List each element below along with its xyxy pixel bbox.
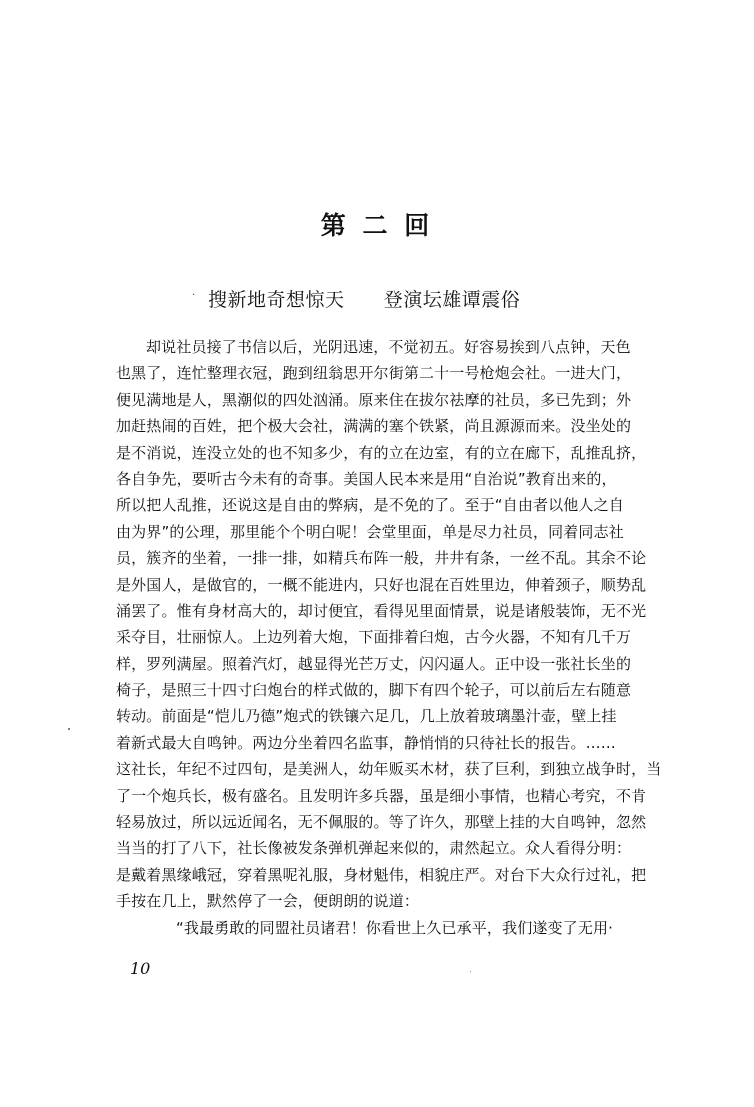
text-line: 当当的打了八下，社长像被发条弹机弹起来似的，肃然起立。众人看得分明：: [116, 839, 632, 858]
text-line: 轻易放过，所以远近闻名，无不佩服的。等了许久，那壁上挂的大自鸣钟，忽然: [116, 813, 647, 832]
subtitle-mark: ·: [192, 290, 196, 301]
scan-speck: [68, 728, 70, 730]
text-line: 着新式最大自鸣钟。两边分坐着四名监事，静悄悄的只待社长的报告。……: [116, 733, 616, 752]
text-line: 涌罢了。惟有身材高大的，却讨便宜，看得见里面情景，说是诸般装饰，无不光: [116, 601, 647, 620]
text-line: 便见满地是人，黑潮似的四处汹涌。原来住在拔尔祛摩的社员，多已先到；外: [116, 390, 632, 409]
text-line: 了一个炮兵长，极有盛名。且发明许多兵器，虽是细小事情，也精心考究，不肯: [116, 786, 647, 805]
chapter-title: 第 二 回: [320, 211, 434, 240]
quote-line: “我最勇敢的同盟社员诸君！你看世上久已承平，我们遂变了无用·: [176, 918, 614, 937]
page-number: 10: [130, 959, 151, 978]
text-line: 采夺目，壮丽惊人。上边列着大炮，下面排着臼炮，古今火器，不知有几千万: [116, 628, 632, 647]
text-line: 由为界”的公理，那里能个个明白呢！会堂里面，单是尽力社员，同着同志社: [116, 522, 624, 541]
text-line: 是戴着黑缘峨冠，穿着黑呢礼服，身材魁伟，相貌庄严。对台下大众行过礼，把: [116, 865, 647, 884]
text-line: 这社长，年纪不过四旬，是美洲人，幼年贩买木材，获了巨利，到独立战争时，当: [116, 760, 662, 779]
text-line: 转动。前面是“恺儿乃德”炮式的铁镶六足几，几上放着玻璃墨汁壶，壁上挂: [116, 707, 617, 726]
text-line: 椅子，是照三十四寸臼炮台的样式做的，脚下有四个轮子，可以前后左右随意: [116, 681, 632, 700]
text-line: 也黑了，连忙整理衣冠，跑到纽翁思开尔街第二十一号枪炮会社。一进大门，: [116, 364, 632, 383]
chapter-subtitle: 搜新地奇想惊天 登演坛雄谭震俗: [208, 289, 521, 311]
text-line: 加赶热闹的百姓，把个极大会社，满满的塞个铁紧，尚且源源而来。没坐处的: [116, 417, 632, 436]
text-line: 所以把人乱推，还说这是自由的弊病，是不免的了。至于“自由者以他人之自: [116, 496, 624, 515]
text-line: 是外国人，是做官的，一概不能进内，只好也混在百姓里边，伸着颈子，顺势乱: [116, 575, 647, 594]
scan-speck: [470, 971, 471, 972]
text-line: 却说社员接了书信以后，光阴迅速，不觉初五。好容易挨到八点钟，天色: [146, 338, 631, 356]
text-line: 员，簇齐的坐着，一排一排，如精兵布阵一般，井井有条，一丝不乱。其余不论: [116, 549, 647, 568]
text-line: 样，罗列满屋。照着汽灯，越显得光芒万丈，闪闪逼人。正中设一张社长坐的: [116, 654, 632, 673]
body-text: [116, 334, 664, 941]
text-line: 手按在几上，默然停了一会，便朗朗的说道：: [116, 892, 420, 911]
text-line: 各自争先，要听古今未有的奇事。美国人民本来是用“自治说”教育出来的，: [116, 469, 617, 488]
text-line: 是不消说，连没立处的也不知多少，有的立在边室，有的立在廊下，乱推乱挤，: [116, 443, 647, 462]
